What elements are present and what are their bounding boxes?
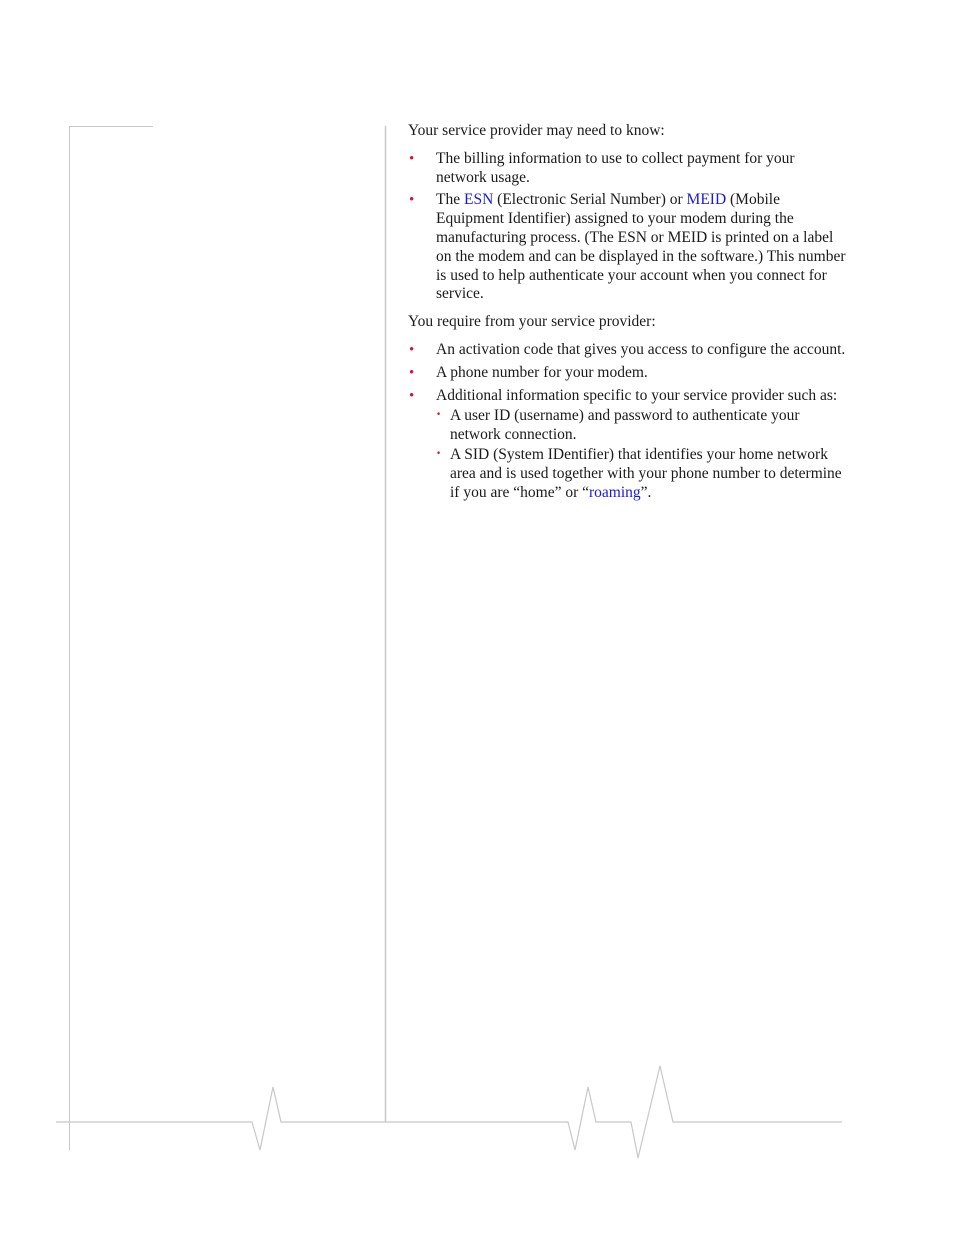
list-item — [408, 150, 848, 188]
intro-require: You require from your service provider: — [408, 313, 656, 331]
list-item-text: The — [436, 191, 464, 209]
list-item — [408, 387, 848, 503]
sub-list — [436, 407, 848, 502]
require-list — [408, 341, 848, 502]
list-item-text: (Electronic Serial Number) or — [493, 191, 687, 209]
sub-list-item — [436, 446, 848, 502]
list-item-text: Additional information specific to your service provider such as: — [436, 386, 838, 404]
esn-link[interactable]: ESN — [463, 191, 494, 209]
list-item-text: (Mobile Equipment Identifier) assigned to your modem during the manufacturing process. (The ESN or MEID is printed on a label on the modem and can be displayed in the software.) This number is used to help authenticate your account when you connect for service. — [436, 191, 846, 303]
meid-link[interactable]: MEID — [686, 191, 727, 209]
roaming-link[interactable]: roaming — [589, 483, 641, 501]
list-item — [408, 364, 848, 383]
list-item-text: An activation code that gives you access to configure the account. — [436, 340, 846, 358]
list-item-text: A phone number for your modem. — [436, 363, 648, 381]
sub-list-item-text: A SID (System IDentifier) that identifies your home network area and is used together with your phone number to determine if you are “home” or “ — [450, 445, 842, 501]
list-item — [408, 341, 848, 360]
sub-list-item — [436, 407, 848, 445]
sub-list-item-text: ”. — [640, 483, 652, 501]
bottom-waveform-rule — [56, 1066, 842, 1158]
list-item-text: The billing information to use to collect payment for your network usage. — [436, 149, 795, 186]
intro-know: Your service provider may need to know: — [408, 122, 665, 139]
sub-list-item-text: A user ID (username) and password to authenticate your network connection. — [450, 407, 800, 444]
main-content — [408, 120, 848, 511]
know-list — [408, 150, 848, 304]
list-item — [408, 191, 848, 304]
